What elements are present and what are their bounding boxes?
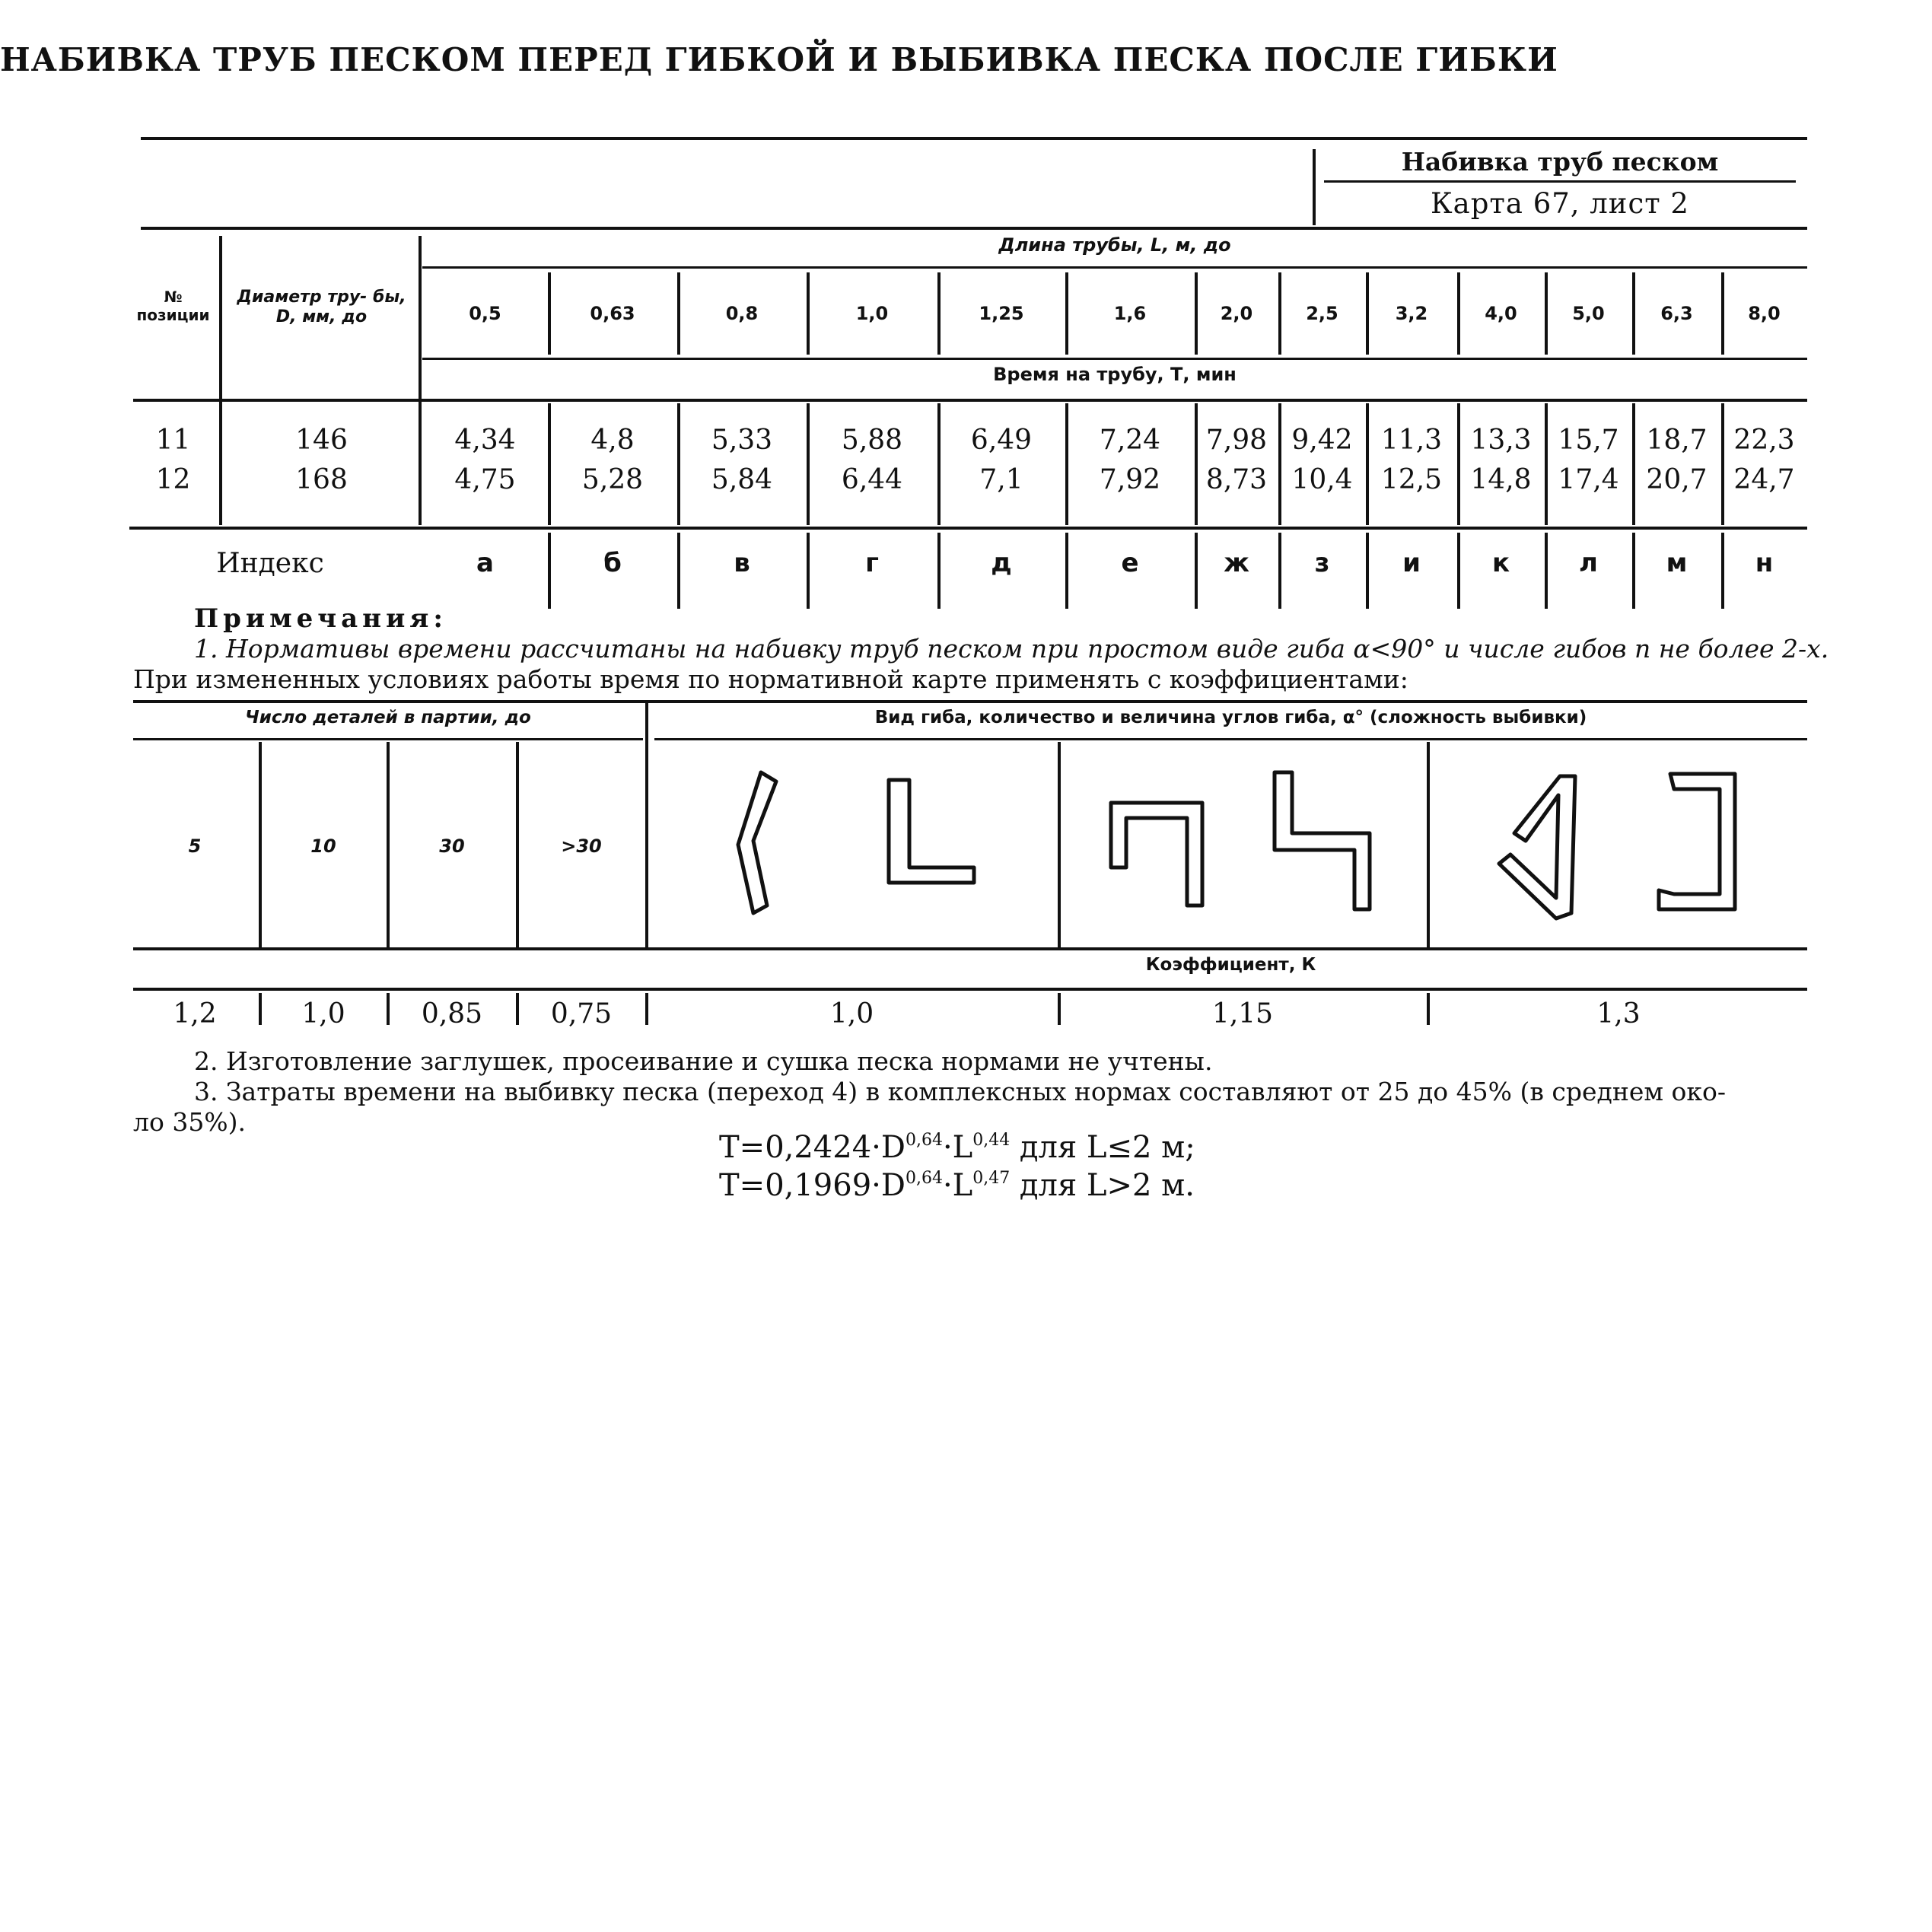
- bend-shapes-drawing: [654, 742, 1807, 947]
- row-11-value-5: 7,24: [1099, 425, 1161, 456]
- index-12: н: [1755, 548, 1774, 578]
- batch-30: 30: [439, 836, 465, 857]
- row-11-value-3: 5,88: [841, 425, 903, 456]
- notes-heading: Примечания:: [194, 603, 447, 634]
- batch-5: 5: [188, 836, 202, 857]
- row-11-value-8: 11,3: [1380, 425, 1443, 456]
- header-divider: [1313, 149, 1316, 225]
- row-12-value-10: 17,4: [1558, 464, 1619, 495]
- header-bottom-rule: [141, 227, 1807, 230]
- row-12-value-1: 5,28: [581, 464, 644, 495]
- index-4: д: [991, 548, 1012, 578]
- length-header-10: 5,0: [1572, 303, 1605, 324]
- coef-header-bottom-rule: [133, 988, 1807, 991]
- row-12-value-2: 5,84: [711, 464, 773, 495]
- main-table-vline-1: [219, 236, 222, 525]
- row-12-value-6: 8,73: [1205, 464, 1268, 495]
- bend-header-rule: [654, 738, 1807, 740]
- coef-top-rule: [133, 700, 1807, 703]
- batch-header: Число деталей в партии, до: [245, 708, 531, 727]
- index-7: з: [1314, 548, 1330, 578]
- index-6: ж: [1224, 548, 1249, 578]
- formula-1: [719, 1130, 1195, 1165]
- index-10: л: [1579, 548, 1598, 578]
- formula-2-exp-d: 0,64: [905, 1169, 943, 1188]
- bend-shape-c: [1659, 774, 1735, 909]
- formula-1-mid: ·L: [942, 1130, 973, 1165]
- row-11-value-12: 22,3: [1733, 425, 1795, 456]
- row-11-value-9: 13,3: [1470, 425, 1532, 456]
- row-12-value-8: 12,5: [1380, 464, 1443, 495]
- row-11-value-0: 4,34: [454, 425, 516, 456]
- page-title: НАБИВКА ТРУБ ПЕСКОМ ПЕРЕД ГИБКОЙ И ВЫБИВКА ПЕСКА ПОСЛЕ ГИБКИ: [0, 41, 1558, 78]
- coef-bend-1: 1,0: [829, 998, 874, 1030]
- length-header-9: 4,0: [1485, 303, 1517, 324]
- coef-batch-5: 1,2: [173, 998, 217, 1030]
- formula-2-mid: ·L: [942, 1168, 973, 1203]
- row-11-value-1: 4,8: [590, 425, 635, 456]
- table-body-top-rule: [133, 399, 1807, 402]
- main-table-vline-2: [419, 236, 422, 525]
- length-header-4: 1,25: [979, 303, 1024, 324]
- coef-batch-10: 1,0: [301, 998, 345, 1030]
- row-11-value-4: 6,49: [970, 425, 1033, 456]
- index-11: м: [1666, 548, 1688, 578]
- coef-batch-30: 0,85: [421, 998, 483, 1030]
- row-12-value-5: 7,92: [1099, 464, 1161, 495]
- note-3-line-2: ло 35%).: [133, 1107, 247, 1137]
- row-12-value-11: 20,7: [1646, 464, 1708, 495]
- formula-2-right: для L>2 м.: [1010, 1168, 1195, 1203]
- coef-batch-over-30: 0,75: [550, 998, 613, 1030]
- formula-2-left: T=0,1969·D: [719, 1168, 906, 1203]
- note-2: 2. Изготовление заглушек, просеивание и сушка песка нормами не учтены.: [194, 1046, 1213, 1076]
- length-header-5: 1,6: [1113, 303, 1147, 324]
- time-header: Время на трубу, Т, мин: [993, 364, 1237, 385]
- row-11-value-10: 15,7: [1558, 425, 1619, 456]
- formula-1-exp-l: 0,44: [972, 1131, 1011, 1150]
- note-3-line-1: 3. Затраты времени на выбивку песка (переход 4) в комплексных нормах составляют от 25 до 45% (в среднем око-: [194, 1077, 1727, 1106]
- row-12-position: 12: [155, 464, 191, 495]
- row-12-diameter: 168: [295, 464, 348, 495]
- coef-main-divider: [645, 702, 648, 947]
- index-1: б: [603, 548, 622, 578]
- card-rule: [1324, 180, 1796, 183]
- row-11-value-6: 7,98: [1205, 425, 1268, 456]
- index-8: и: [1402, 548, 1421, 578]
- coef-bend-3: 1,3: [1596, 998, 1641, 1030]
- length-header-2: 0,8: [725, 303, 759, 324]
- row-11-diameter: 146: [295, 425, 348, 456]
- row-11-value-2: 5,33: [711, 425, 773, 456]
- time-header-rule: [422, 358, 1807, 360]
- row-12-value-7: 10,4: [1291, 464, 1353, 495]
- formula-1-exp-d: 0,64: [905, 1131, 943, 1150]
- bend-shape-arc: [738, 772, 776, 913]
- note-1-line-2: При измененных условиях работы время по нормативной карте применять с коэффициентами:: [133, 664, 1408, 694]
- length-header-8: 3,2: [1395, 303, 1428, 324]
- row-12-value-0: 4,75: [454, 464, 516, 495]
- bend-shape-hook: [1499, 776, 1575, 918]
- bend-header: Вид гиба, количество и величина углов гиба, α° (сложность выбивки): [874, 708, 1587, 727]
- bend-shape-l: [889, 780, 974, 883]
- col-position-header: № позиции: [136, 288, 210, 324]
- index-2: в: [734, 548, 750, 578]
- length-header-12: 8,0: [1748, 303, 1781, 324]
- index-row-rule: [129, 527, 1807, 530]
- row-12-value-3: 6,44: [841, 464, 903, 495]
- index-9: к: [1491, 548, 1510, 578]
- length-header-0: 0,5: [469, 303, 501, 324]
- index-5: е: [1121, 548, 1139, 578]
- formula-1-right: для L≤2 м;: [1010, 1130, 1195, 1165]
- row-12-value-9: 14,8: [1470, 464, 1532, 495]
- batch-header-rule: [133, 738, 643, 740]
- coef-bend-2: 1,15: [1211, 998, 1274, 1030]
- row-12-value-4: 7,1: [979, 464, 1023, 495]
- formula-1-left: T=0,2424·D: [719, 1130, 906, 1165]
- index-0: а: [476, 548, 494, 578]
- card-label: Карта 67, лист 2: [1431, 187, 1689, 220]
- length-header: Длина трубы, L, м, до: [998, 234, 1231, 256]
- length-header-rule: [422, 266, 1807, 269]
- batch-over-30: >30: [561, 836, 602, 857]
- coef-header: Коэффициент, К: [1145, 955, 1316, 975]
- bend-shape-u: [1111, 803, 1202, 906]
- formula-2: [719, 1168, 1195, 1203]
- index-3: г: [865, 548, 879, 578]
- card-topic: Набивка труб песком: [1401, 147, 1719, 177]
- col-diameter-header: Диаметр тру- бы, D, мм, до: [237, 288, 406, 326]
- note-1-line-1: 1. Нормативы времени рассчитаны на набивку труб песком при простом виде гиба α<90° и числе гибов n не более 2-х.: [194, 634, 1829, 664]
- length-header-3: 1,0: [855, 303, 889, 324]
- index-label: Индекс: [216, 548, 324, 579]
- length-header-1: 0,63: [590, 303, 635, 324]
- row-12-value-12: 24,7: [1733, 464, 1795, 495]
- batch-10: 10: [310, 836, 336, 857]
- row-11-value-7: 9,42: [1291, 425, 1353, 456]
- length-header-11: 6,3: [1660, 303, 1693, 324]
- length-header-6: 2,0: [1220, 303, 1253, 324]
- row-11-value-11: 18,7: [1646, 425, 1708, 456]
- row-11-position: 11: [155, 425, 191, 456]
- length-header-7: 2,5: [1306, 303, 1338, 324]
- coef-header-top-rule: [133, 947, 1807, 950]
- bend-shape-z: [1275, 772, 1370, 909]
- header-top-rule: [141, 137, 1807, 140]
- formula-2-exp-l: 0,47: [972, 1169, 1011, 1188]
